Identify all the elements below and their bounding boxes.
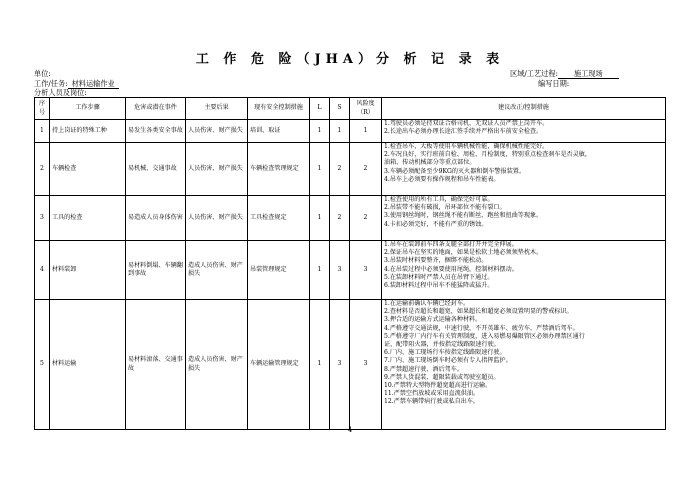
measure-line: 油箱、传动机械部分等重点部位。 [384,159,476,167]
cell-control: 吊装管理规定 [248,241,310,300]
cell-step: 车辆检查 [50,143,126,196]
cell-control: 培训、取证 [248,120,310,143]
jha-table [34,97,666,430]
table-row [35,196,666,241]
table-row [35,120,666,143]
cell-s: 3 [330,241,350,300]
measure-line: 4.卡扣必须完好，不能有严重的锈蚀。 [384,220,488,228]
cell-l: 1 [310,196,330,241]
cell-s: 2 [330,143,350,196]
cell-consequence: 造成人员伤害、财产损失 [186,300,248,430]
measure-line: 12.严禁车辆带病行驶或私自出车。 [384,398,480,406]
personnel-label: 分析人员及岗位: [34,88,87,97]
measure-line: 2.长途出车必须办理长途汇签手续并严格出车前安全检查。 [384,128,543,136]
cell-measures [382,300,666,430]
measure-line: 2.车况良好，实行班前自检、周检、月检制度，特别重点检查刹车是否灵敏， [384,151,591,159]
page-title: 工 作 危 险（JHA）分 析 记 录 表 [195,52,505,67]
measure-line: 3.吊装时材料要整齐，捆绑不能松动。 [384,257,488,265]
col-header-measures: 建议改正/控制措施 [382,98,666,120]
cell-hazard: 易机械、交通事故 [126,143,186,196]
measure-line: 1.吊车在装卸前车四条支腿全部打开并完全伸展。 [384,241,518,248]
cell-control: 工具检查规定 [248,196,310,241]
cell-no: 5 [35,300,50,430]
measure-line: 11.严禁空挡放坡或采用直流供油。 [384,390,480,398]
cell-measures [382,120,666,143]
cell-control: 车辆检查管理规定 [248,143,310,196]
cell-measures [382,241,666,300]
cell-no: 4 [35,241,50,300]
cell-s: 2 [330,196,350,241]
measure-line: 5.严格遵守厂内行车有关管理制度，进入易燃易爆限管区必须办理禁区通行 [384,332,585,340]
cell-hazard: 易发生各类安全事故 [126,120,186,143]
cell-hazard: 易材料滚落、交通事故 [126,300,186,430]
table-row [35,300,666,430]
measure-line: 10.严禁特大型物件超宽超高进行运输。 [384,382,492,390]
col-header-control: 现有安全控制措施 [248,98,310,120]
measure-line: 3.车辆必须配备至少9KG的灭火器和倒车警报装置。 [384,167,525,175]
cell-s: 1 [330,120,350,143]
task-value: 材料运输作业 [68,79,119,89]
cell-r: 3 [350,300,382,430]
cell-measures [382,196,666,241]
cell-control: 车辆运输管理规定 [248,300,310,430]
measure-line: 2.保证吊车在坚实的地面，如果是松软土地必须须垫枕木。 [384,249,543,257]
cell-step: 材料装卸 [50,241,126,300]
cell-r: 2 [350,196,382,241]
cell-l: 1 [310,120,330,143]
col-header-l: L [310,98,330,120]
task-label: 工作/任务: [34,79,68,88]
cell-r: 3 [350,241,382,300]
cell-r: 1 [350,120,382,143]
measure-line: 3.使用钢丝绳时，钢丝绳不能有断丝、跑丝和扭曲等现象。 [384,212,543,220]
measure-line: 3.押合适的运输方式运输各种材料。 [384,316,482,324]
measure-line: 8.严禁超速行驶、酒后驾车。 [384,365,463,373]
page-number: 4 [347,426,353,434]
cell-hazard: 易材料倒塌、车辆翻到事故 [126,241,186,300]
measure-line: 5.在装卸材料时严禁人员在吊臂下通过。 [384,273,494,281]
table-header-row [35,98,666,120]
col-header-step: 工作步骤 [50,98,126,120]
table-row [35,241,666,300]
cell-no: 3 [35,196,50,241]
cell-step: 材料运输 [50,300,126,430]
col-header-r: 风险度（R） [350,98,382,120]
cell-r: 2 [350,143,382,196]
unit-label: 单位: [34,69,51,78]
measure-line: 4.吊车上必须要有操作规程和吊车性能表。 [384,175,500,183]
area-label: 区域/工艺过程: [510,69,558,78]
measure-line: 2.查材料是否超长和超宽，如果超长和超宽必须设置明显的警戒标识。 [384,308,573,316]
measure-line: 证，配带阻火器，并按指定线路限速行驶。 [384,341,500,349]
cell-consequence: 人员伤害、财产损失 [186,120,248,143]
col-header-consequence: 主要后果 [186,98,248,120]
cell-consequence: 人员伤害、财产损失 [186,143,248,196]
measure-line: 4.在吊装过程中必须要使用尾绳，控制材料摆动。 [384,265,518,273]
cell-l: 1 [310,143,330,196]
cell-no: 1 [35,120,50,143]
table-row [35,143,666,196]
measure-line: 1.在运输前确认车辆已经封车。 [384,300,470,307]
cell-measures [382,143,666,196]
area-row [510,69,619,79]
measure-line: 1.检查吊车，大板等使用车辆机械性能，确保机械性能完好。 [384,143,549,150]
cell-consequence: 造成人员伤害、财产损失 [186,241,248,300]
measure-line: 4.严格遵守交通法规，中速行驶，不开英雄车、疲劳车，严禁酒后驾车。 [384,324,579,332]
area-value: 施工现场 [558,69,619,79]
cell-l: 1 [310,241,330,300]
cell-l: 1 [310,300,330,430]
measure-line: 6.厂内、施工现场行车按指定线路限速行驶。 [384,349,506,357]
col-header-hazard: 危害或潜在事件 [126,98,186,120]
measure-line: 1.驾驶员必须是持双证合格司机，无双证人员严禁上岗开车。 [384,120,549,127]
measure-line: 6.装卸材料过程中吊车不能猛降或猛升。 [384,282,494,290]
col-header-no: 序号 [35,98,50,120]
date-label: 编写日期: [538,79,570,88]
col-header-s: S [330,98,350,120]
cell-hazard: 易造成人员身体伤害 [126,196,186,241]
cell-step: 工具的检查 [50,196,126,241]
cell-s: 3 [330,300,350,430]
measure-line: 9.严禁人货混装、超限装载或驾驶室超员。 [384,373,500,381]
measure-line: 7.厂内、施工现场倒车时必须有专人指挥监护。 [384,357,512,365]
cell-no: 2 [35,143,50,196]
measure-line: 2.吊装带不能有破损，吊环部位不能有裂口。 [384,204,506,212]
cell-step: 持上岗证的特殊工种 [50,120,126,143]
cell-consequence: 人员伤害、财产损失 [186,196,248,241]
measure-line: 1.检查使用的所有工具，确保完好可靠。 [384,196,494,203]
